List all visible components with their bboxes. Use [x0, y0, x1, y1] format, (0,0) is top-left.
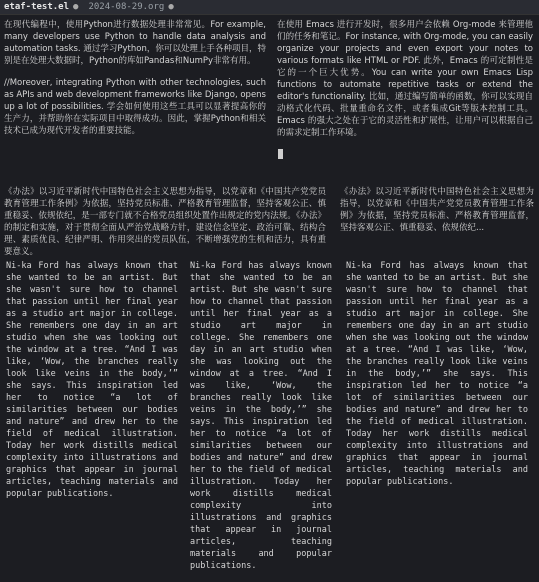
paragraph: 在现代编程中，使用Python进行数据处理非常常见。For example, many developers use Python to handle data analysis and automation tasks. 通过学习Python，你可以处理上手各种项目，特别是在处理大数据时，Python的库如Pandas和NumPy非常有用。 — [4, 20, 266, 66]
editor-page[interactable] — [0, 15, 539, 571]
modified-dot-icon: ● — [168, 2, 174, 12]
text-cursor — [278, 149, 283, 159]
tab-org-file[interactable] — [88, 2, 173, 12]
modified-dot-icon: ● — [73, 2, 79, 12]
middle-right-block — [340, 186, 534, 244]
paragraph: 在使用 Emacs 进行开发时，很多用户会依赖 Org-mode 来管理他们的任务和笔记。For instance, with Org-mode, you can easily organize your projects and even export your notes to various formats like HTML or PDF. 此外，Emacs 的可定制性是它的一个巨大优势。You can write your own Emacs Lisp functions to automate repetitive tasks or extend the editor's functionality. 比如，通过编写简单的函数，你可以实现自动格式化代码、批量重命名文件，或者集成Git等版本控制工具。Emacs 的强大之处在于它的灵活性和扩展性，让用户可以根据自己的需求定制工作环境。 — [277, 20, 533, 138]
paragraph: 《办法》以习近平新时代中国特色社会主义思想为指导，以党章和《中国共产党党员教育管理工作条例》为依据，坚持党员标准、严格教育管理监督，坚持客观公正、慎重稳妥、依规依纪... — [340, 187, 534, 233]
paragraph: Ni-ka Ford has always known that she wanted to be an artist. But she wasn't sure how to channel that passion until her final year as a studio art major in college. She remembers one day in an art studio when she was looking out the window at a tree. “And I was like, ‘Wow, the branches really look like veins in the body,’” she says. This inspiration led her to notice “a lot of similarities between our bodies and nature” and drew her to the field of medical illustration. Today her work distills medical complexity into illustrations and graphics that appear in journal articles, teaching materials and popular publications. — [346, 261, 528, 487]
tab-label: etaf-test.el — [4, 2, 70, 12]
bottom-column-3 — [346, 260, 528, 498]
bottom-column-1 — [6, 260, 178, 510]
tab-label: 2024-08-29.org — [88, 2, 165, 12]
middle-left-block — [4, 186, 326, 268]
paragraph: 《办法》以习近平新时代中国特色社会主义思想为指导，以党章和《中国共产党党员教育管理工作条例》为依据，坚持党员标准、严格教育管理监督，坚持客观公正、慎重稳妥、依规依纪，是一部专门就不合格党员组织处置作出规定的党内法规。《办法》的制定和实施，对于贯彻全面从严治党战略方针，建设信念坚定、政治可靠、结构合理、素质优良、纪律严明、作用突出的党员队伍，不断增强党的生机和活力，具有重要意义。 — [4, 187, 326, 257]
tab-bar — [0, 0, 539, 15]
tab-etaf-test[interactable] — [4, 2, 78, 12]
top-left-column — [4, 19, 266, 147]
paragraph: Ni-ka Ford has always known that she wanted to be an artist. But she wasn't sure how to channel that passion until her final year as a studio art major in college. She remembers one day in an art studio when she was looking out the window at a tree. “And I was like, ‘Wow, the branches really look like veins in the body,’” she says. This inspiration led her to notice “a lot of similarities between our bodies and nature” and drew her to the field of medical illustration. Today her work distills medical complexity into illustrations and graphics that appear in journal articles, teaching materials and popular publications. — [190, 261, 332, 571]
paragraph: Ni-ka Ford has always known that she wanted to be an artist. But she wasn't sure how to channel that passion until her final year as a studio art major in college. She remembers one day in an art studio when she was looking out the window at a tree. “And I was like, ‘Wow, the branches really look like veins in the body,’” she says. This inspiration led her to notice “a lot of similarities between our bodies and nature” and drew her to the field of medical illustration. Today her work distills medical complexity into illustrations and graphics that appear in journal articles, teaching materials and popular publications. — [6, 261, 178, 499]
paragraph: //Moreover, integrating Python with other technologies, such as APIs and web development frameworks like Django, opens up a lot of possibilities. 学会如何使用这些工具可以显著提高你的生产力，并帮助你在实际项目中取得成功。因此，掌握Python和相关技术已成为现代开发者的重要技能。 — [4, 78, 266, 136]
bottom-column-2 — [190, 260, 332, 582]
top-right-column — [277, 19, 533, 162]
